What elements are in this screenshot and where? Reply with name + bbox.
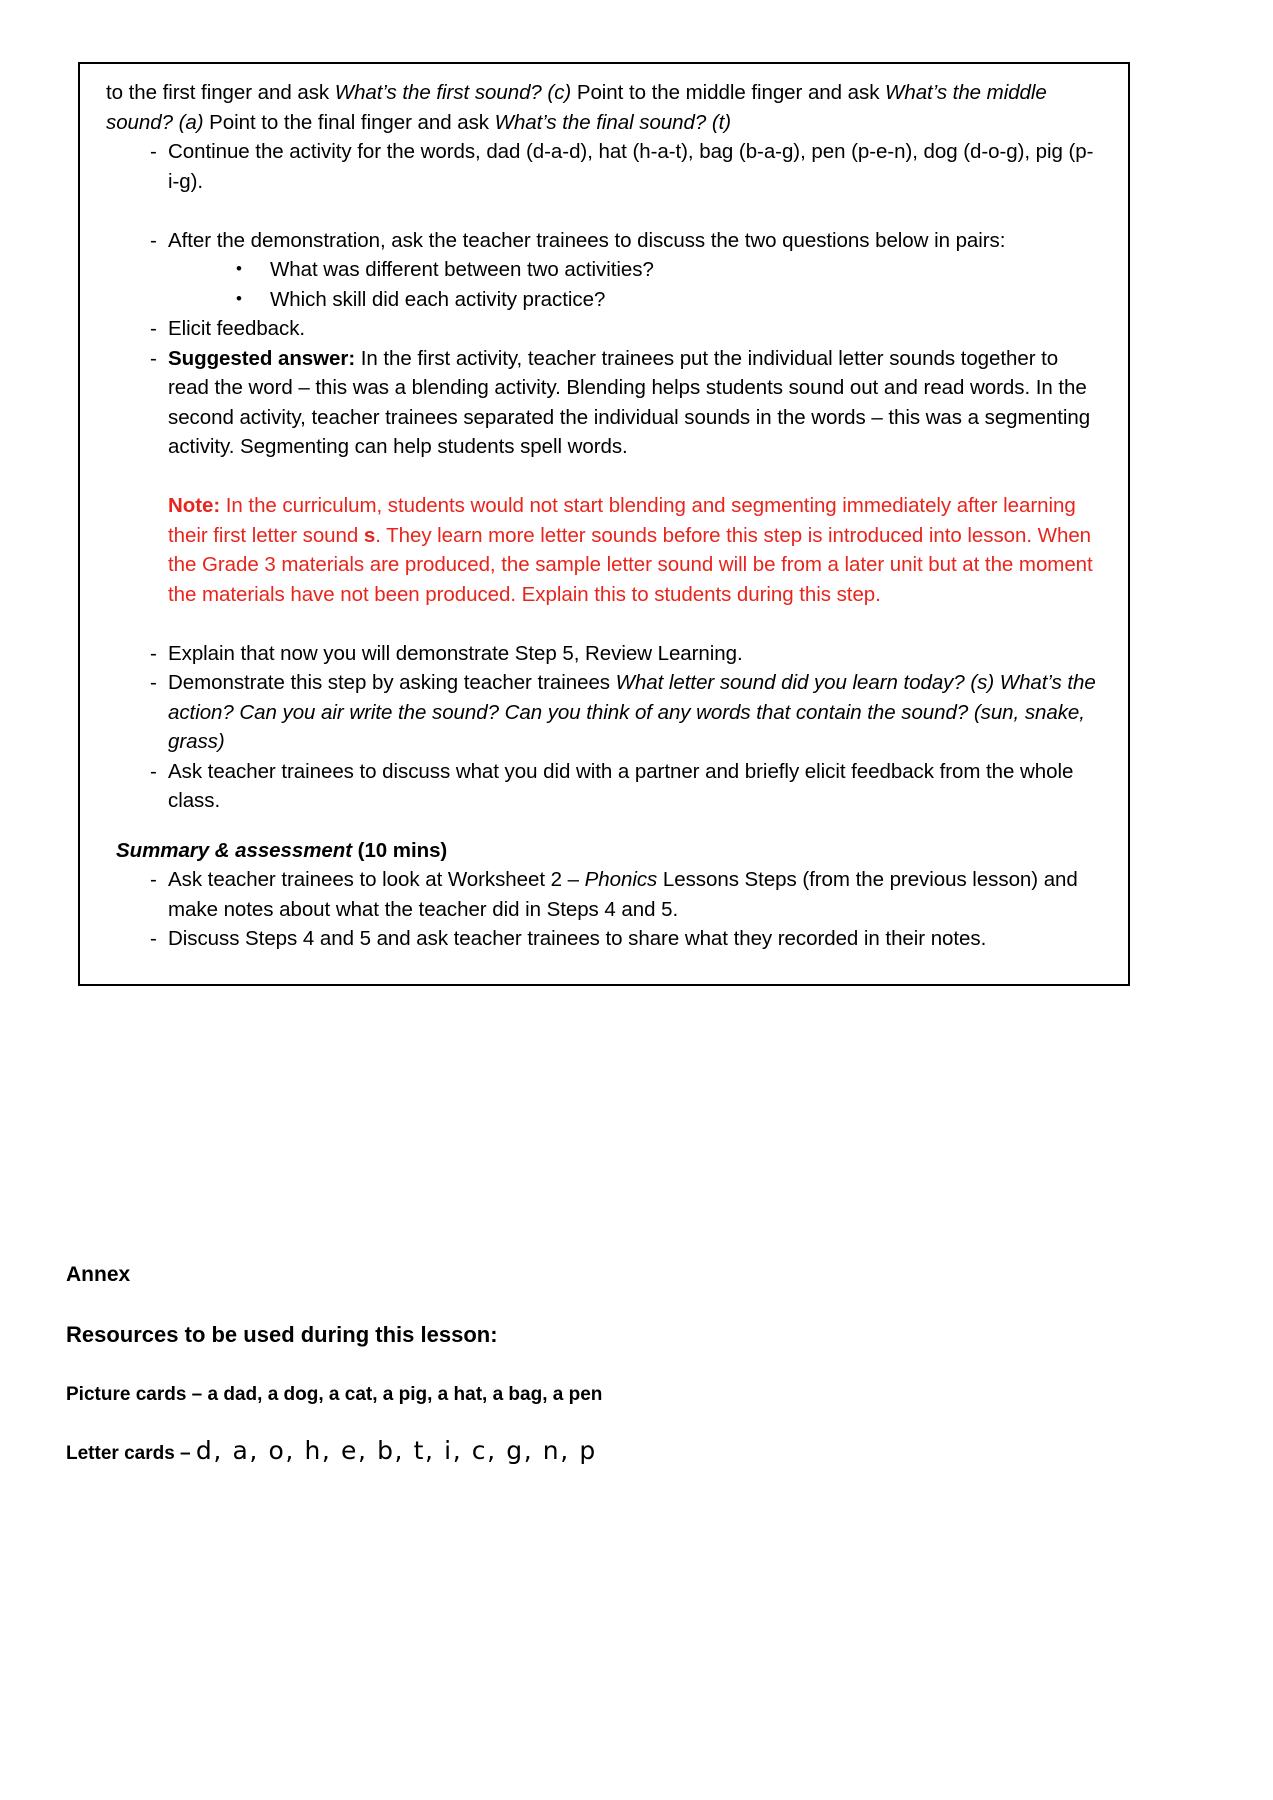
demonstrate-lead: Demonstrate this step by asking teacher trainees [168, 671, 616, 694]
paragraph-spacer [106, 816, 1102, 836]
continued-text-1: to the first finger and ask [106, 81, 335, 104]
annex-title: Annex [66, 1263, 131, 1286]
demonstrate-italic: What letter sound did you learn today? (s) What’s the action? Can you air write the sound? Can you think of any words that contain the sound? (sun, snake, grass) [168, 671, 1096, 753]
list-item-text: Elicit feedback. [168, 317, 306, 340]
dash-marker: - [150, 868, 157, 891]
list-item [106, 137, 1102, 196]
dash-marker: - [150, 641, 157, 665]
bullet-marker: • [236, 259, 242, 278]
note-text-2: . They learn more letter sounds before this step is introduced into lesson. When the Grade 3 materials are produced, the sample letter sound will be from a later unit but at the moment the materials have not been produced. Explain this to students during this step. [168, 523, 1093, 606]
continued-italic-3: What’s the final sound? (t) [494, 110, 732, 134]
continued-paragraph [106, 78, 1102, 137]
dash-marker: - [150, 140, 157, 163]
annex-section [66, 1262, 1126, 1497]
list-item [106, 924, 1102, 954]
summary-tail: Lessons Steps (from the previous lesson) and make notes about what the teacher did in Steps 4 and 5. [168, 868, 1078, 921]
list-item [106, 255, 1102, 285]
note-paragraph [106, 491, 1102, 609]
continued-italic-1: What’s the first sound? (c) [334, 81, 572, 104]
list-item-text: After the demonstration, ask the teacher trainees to discuss the two questions below in pairs: [168, 228, 1006, 252]
list-item-text: Explain that now you will demonstrate Step 5, Review Learning. [168, 641, 743, 665]
continued-italic-2: What’s the middle sound? (a) [106, 81, 1047, 134]
note-text-1: In the curriculum, students would not start blending and segmenting immediately after learning their first letter sound [168, 494, 1076, 547]
letter-cards-values: d, a, o, h, e, b, t, i, c, g, n, p [195, 1436, 597, 1465]
dash-list-group-2 [106, 226, 1102, 256]
summary-heading [106, 836, 1102, 866]
picture-cards-line: Picture cards – a dad, a dog, a cat, a pig, a hat, a bag, a pen [66, 1384, 603, 1405]
suggested-answer-item [106, 344, 1102, 462]
list-item [106, 285, 1102, 315]
summary-italic: Phonics [584, 868, 658, 891]
dash-list-group-3 [106, 314, 1102, 462]
summary-list [106, 865, 1102, 954]
annex-subtitle: Resources to be used during this lesson: [66, 1322, 498, 1347]
paragraph-spacer [106, 609, 1102, 639]
continued-text-2: Point to the middle finger and ask [571, 81, 886, 104]
letter-cards-label: Letter cards – [66, 1443, 196, 1464]
list-item [106, 226, 1102, 256]
demonstrate-item [106, 668, 1102, 757]
suggested-answer-label: Suggested answer: [168, 346, 356, 370]
note-bold-letter: s [363, 523, 376, 547]
bullet-marker: • [236, 288, 242, 308]
summary-lead: Ask teacher trainees to look at Worksheet 2 – [168, 868, 585, 891]
continued-text-3: Point to the final finger and ask [203, 110, 495, 134]
list-item [106, 865, 1102, 924]
suggested-answer-text: In the first activity, teacher trainees put the individual letter sounds together to read the word – this was a blending activity. Blending helps students sound out and read words. In the second activity, teacher trainees separated the individual sounds in the words – this was a segmenting activity. Segmenting can help students spell words. [168, 346, 1091, 458]
note-label: Note: [168, 494, 221, 517]
list-item-text: Continue the activity for the words, dad (d-a-d), hat (h-a-t), bag (b-a-g), pen (p-e-n), dog (d-o-g), pig (p-i-g). [168, 140, 1094, 193]
list-item [106, 639, 1102, 669]
lesson-content-box [78, 62, 1130, 986]
dash-list-group-4 [106, 639, 1102, 816]
dash-marker: - [150, 927, 157, 950]
list-item-text: What was different between two activities? [270, 258, 654, 281]
paragraph-spacer [106, 462, 1102, 492]
summary-lead: Discuss Steps 4 and 5 and ask teacher trainees to share what they recorded in their notes. [168, 927, 987, 950]
list-item-text: Ask teacher trainees to discuss what you did with a partner and briefly elicit feedback from the whole class. [168, 759, 1074, 812]
letter-cards-line [66, 1438, 1126, 1467]
list-item [106, 314, 1102, 344]
dash-marker: - [150, 317, 157, 340]
list-item-text: Which skill did each activity practice? [270, 287, 606, 311]
list-item [106, 757, 1102, 816]
summary-heading-duration: (10 mins) [352, 838, 448, 862]
dash-marker: - [150, 346, 157, 370]
summary-heading-italic: Summary & assessment [116, 838, 353, 862]
dash-marker: - [150, 759, 157, 783]
dash-marker: - [150, 671, 157, 694]
question-bullet-list [106, 255, 1102, 314]
paragraph-spacer [106, 196, 1102, 226]
dash-marker: - [150, 228, 157, 252]
dash-list-group-1 [106, 137, 1102, 196]
